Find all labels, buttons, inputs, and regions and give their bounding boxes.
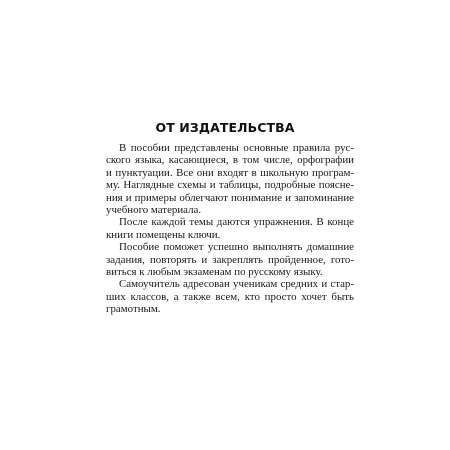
text-line: ского языка, касающиеся, в том числе, орфографии (106, 154, 354, 167)
text-line: Самоучитель адресован ученикам средних и стар- (119, 278, 354, 291)
text-line: ния и примеры облегчают понимание и запоминание (106, 191, 354, 204)
text-line: учебного материала. (106, 204, 202, 217)
paragraph-1 (106, 142, 354, 216)
paragraph-4 (106, 278, 354, 315)
text-line: му. Наглядные схемы и таблицы, подробные поясне- (106, 179, 354, 192)
text-line: виться к любым экзаменам по русскому языку. (106, 266, 323, 279)
paragraph-2 (106, 216, 354, 241)
body-text (106, 142, 354, 316)
text-line: Пособие поможет успешно выполнять домашние (119, 241, 354, 254)
text-line: книги помещены ключи. (106, 228, 221, 241)
text-line: и пунктуации. Все они входят в школьную програм- (106, 166, 354, 179)
text-line: грамотным. (106, 303, 161, 316)
page-heading: ОТ ИЗДАТЕЛЬСТВА (155, 120, 295, 135)
text-line: После каждой темы даются упражнения. В конце (119, 216, 354, 229)
text-line: ших классов, а также всем, кто просто хочет быть (106, 290, 354, 303)
paragraph-3 (106, 241, 354, 278)
text-line: В пособии представлены основные правила рус- (119, 142, 354, 154)
text-line: задания, повторять и закреплять пройденное, гото- (106, 253, 354, 266)
